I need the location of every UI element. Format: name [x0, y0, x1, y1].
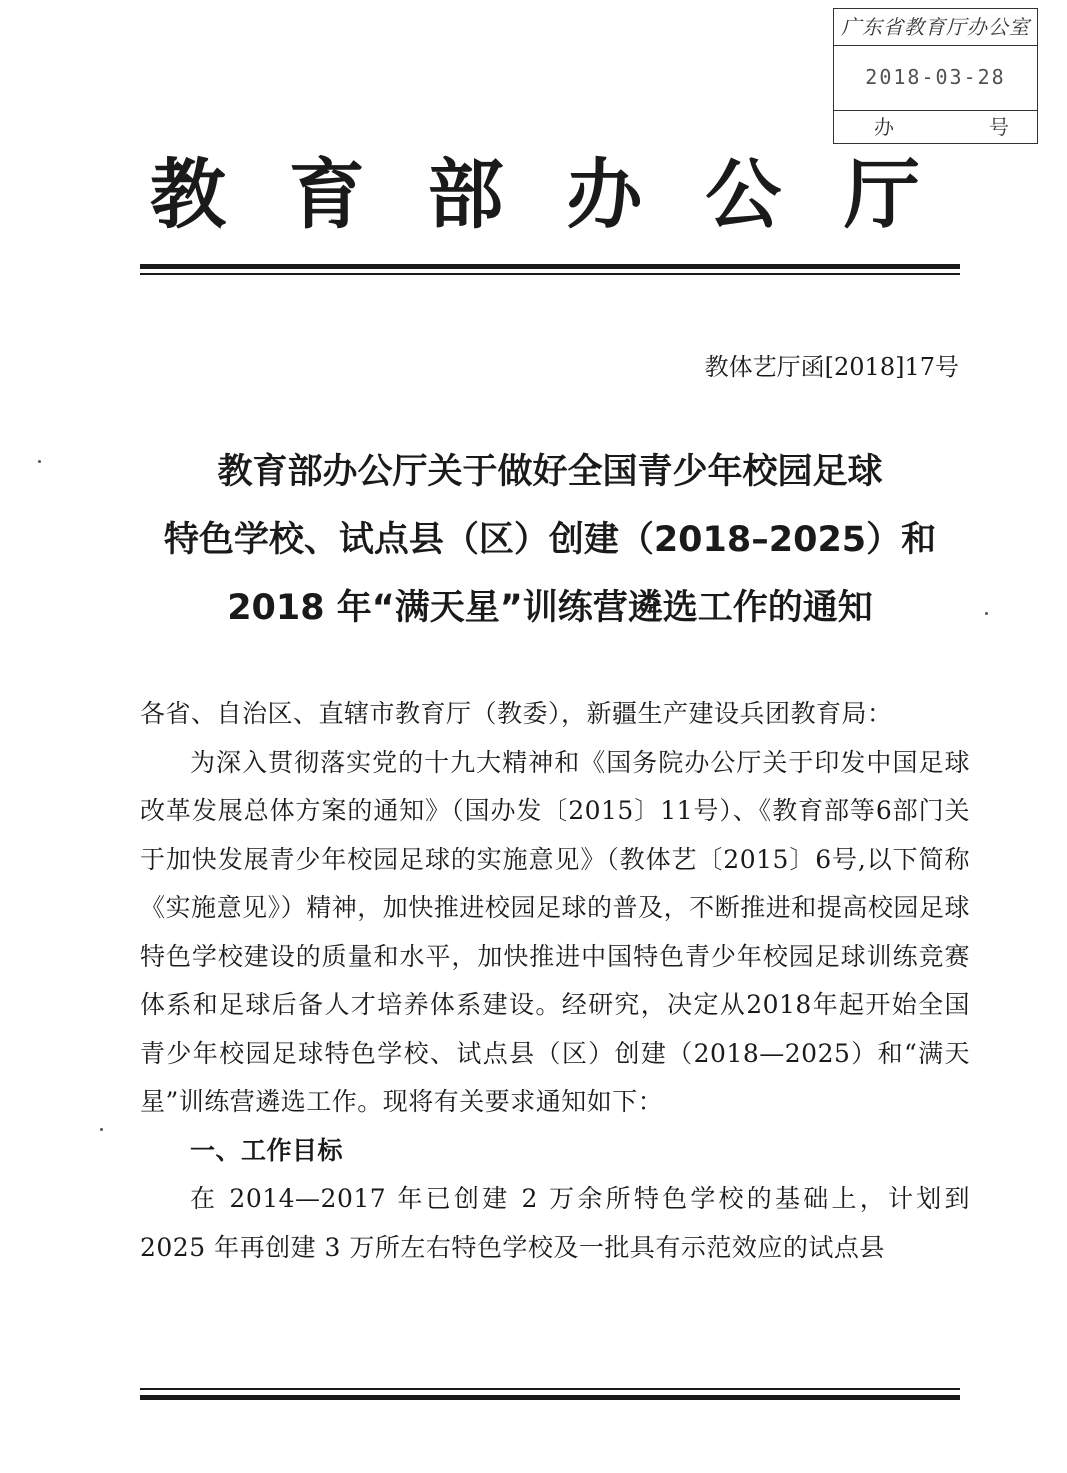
issuing-organization-title	[150, 150, 920, 240]
stamp-number-row	[834, 110, 1037, 143]
notice-title-line: 2018 年“满天星”训练营遴选工作的通知	[227, 588, 873, 628]
stamp-office-label: 办	[874, 115, 894, 139]
receipt-stamp	[833, 8, 1038, 144]
document-number: 教体艺厅函[2018]17号	[704, 353, 959, 381]
scan-speck	[985, 612, 988, 615]
scan-speck	[100, 1128, 103, 1131]
notice-title	[120, 438, 980, 642]
stamp-organization: 广东省教育厅办公室	[834, 9, 1037, 46]
notice-title-line: 特色学校、试点县（区）创建（2018–2025）和	[163, 520, 937, 560]
scan-speck	[38, 460, 41, 463]
stamp-date: 2018-03-28	[865, 65, 1006, 89]
header-rule-thick	[140, 264, 960, 269]
org-char: 公	[705, 150, 782, 239]
org-char: 办	[566, 150, 643, 239]
document-body	[140, 690, 970, 1272]
body-paragraph: 在 2014—2017 年已创建 2 万余所特色学校的基础上，计划到 2025 年再创建 3 万所左右特色学校及一批具有示范效应的试点县	[140, 1184, 970, 1262]
footer-rule-thick	[140, 1395, 960, 1400]
body-paragraph: 为深入贯彻落实党的十九大精神和《国务院办公厅关于印发中国足球改革发展总体方案的通知》（国办发〔2015〕11号）、《教育部等6部门关于加快发展青少年校园足球的实施意见》（教体艺〔2015〕6号,以下简称《实施意见》）精神，加快推进校园足球的普及，不断推进和提高校园足球特色学校建设的质量和水平，加快推进中国特色青少年校园足球训练竞赛体系和足球后备人才培养体系建设。经研究，决定从2018年起开始全国青少年校园足球特色学校、试点县（区）创建（2018—2025）和“满天星”训练营遴选工作。现将有关要求通知如下：	[140, 747, 970, 1116]
org-char: 部	[427, 150, 504, 239]
section-heading: 一、工作目标	[190, 1135, 344, 1165]
salutation: 各省、自治区、直辖市教育厅（教委），新疆生产建设兵团教育局：	[140, 699, 893, 728]
header-rule-thin	[140, 273, 960, 275]
footer-rule-thin	[140, 1388, 960, 1390]
org-char: 育	[288, 150, 365, 239]
org-char: 厅	[843, 150, 920, 239]
org-char: 教	[150, 150, 226, 239]
stamp-number-label: 号	[989, 115, 1009, 139]
notice-title-line: 教育部办公厅关于做好全国青少年校园足球	[217, 452, 883, 492]
